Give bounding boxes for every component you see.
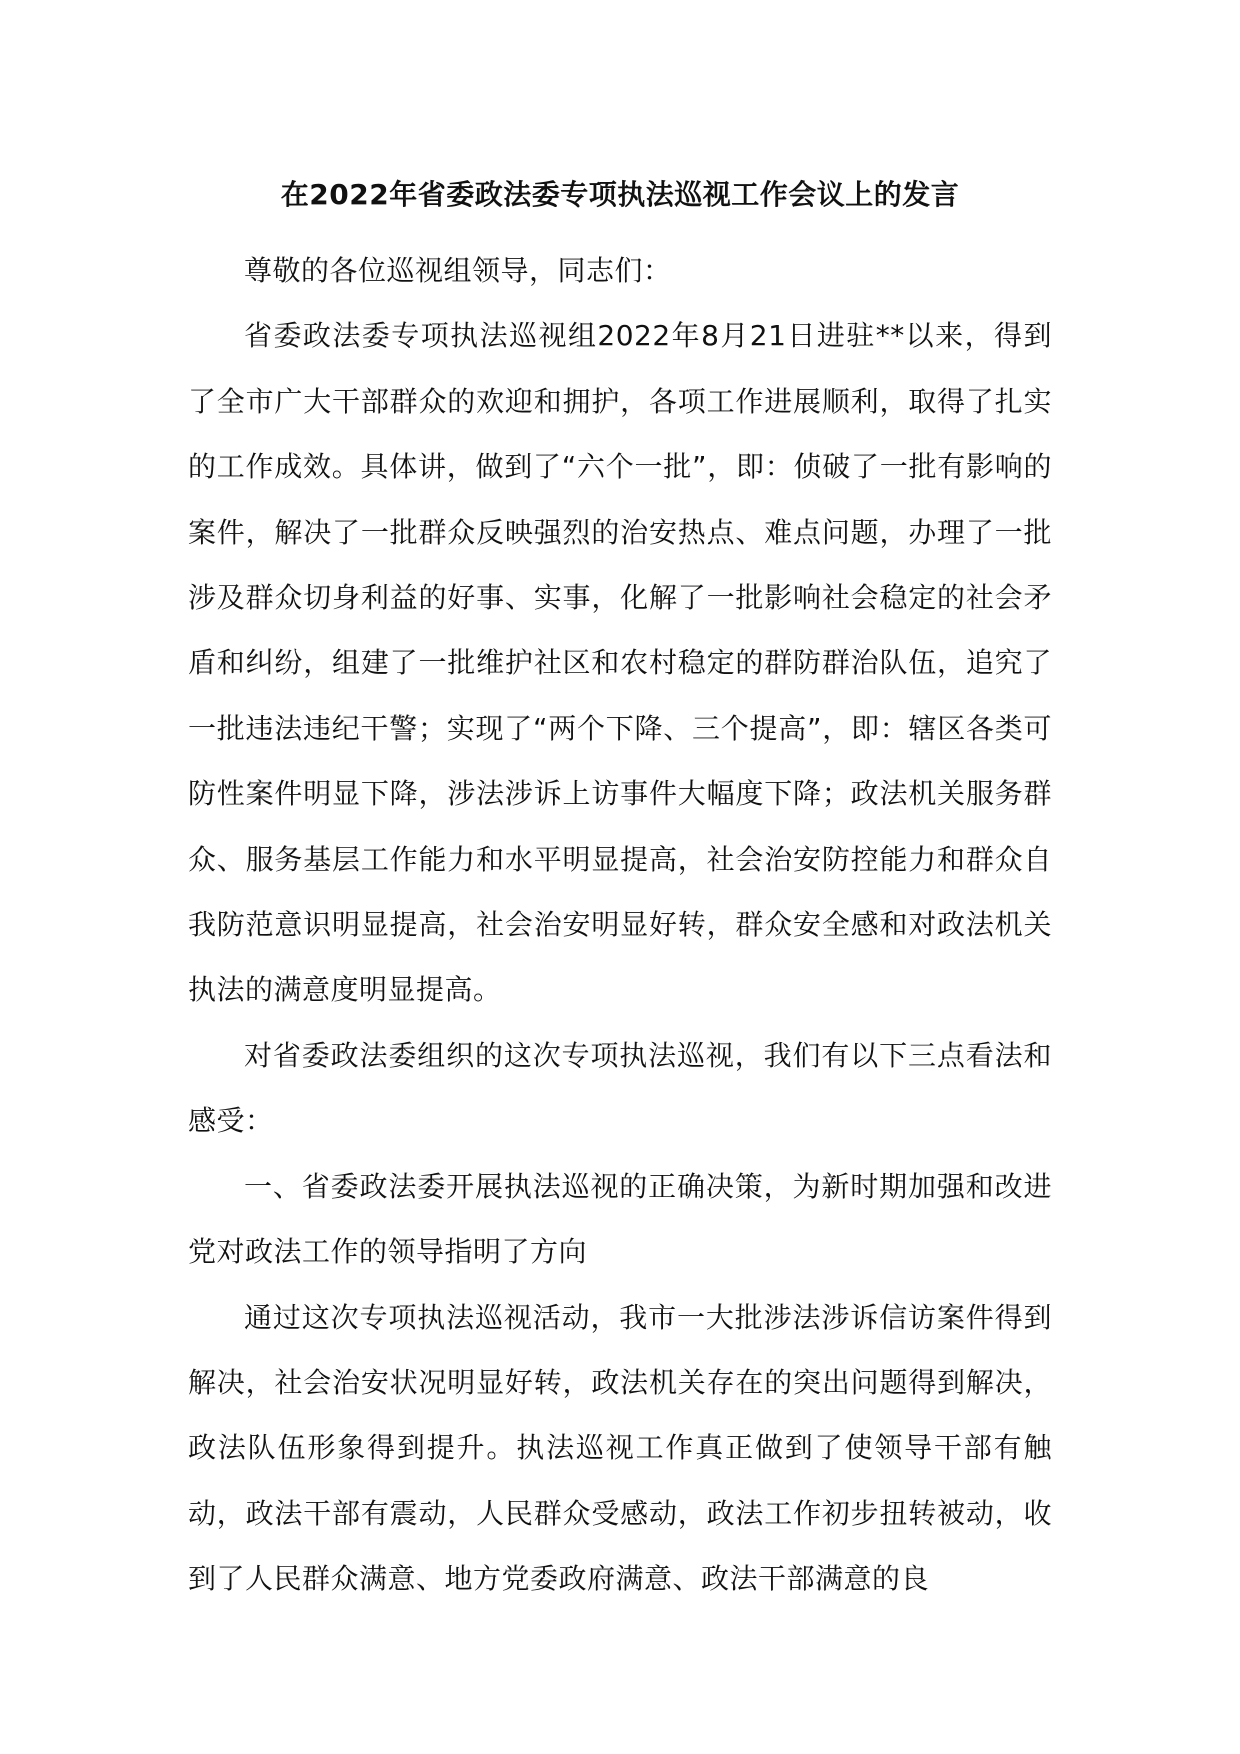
body-paragraph: 省委政法委专项执法巡视组2022年8月21日进驻**以来，得到了全市广大干部群众的欢迎和拥护，各项工作进展顺利，取得了扎实的工作成效。具体讲，做到了“六个一批”，即：侦破了一批有影响的案件，解决了一批群众反映强烈的治安热点、难点问题，办理了一批涉及群众切身利益的好事、实事，化解了一批影响社会稳定的社会矛盾和纠纷，组建了一批维护社区和农村稳定的群防群治队伍，追究了一批违法违纪干警；实现了“两个下降、三个提高”，即：辖区各类可防性案件明显下降，涉法涉诉上访事件大幅度下降；政法机关服务群众、服务基层工作能力和水平明显提高，社会治安防控能力和群众自我防范意识明显提高，社会治安明显好转，群众安全感和对政法机关执法的满意度明显提高。 <box>188 319 1052 1007</box>
document-body <box>188 238 1052 1612</box>
body-paragraph: 对省委政法委组织的这次专项执法巡视，我们有以下三点看法和感受： <box>188 1038 1052 1138</box>
salutation-paragraph: 尊敬的各位巡视组领导，同志们： <box>244 254 672 287</box>
section-heading: 一、省委政法委开展执法巡视的正确决策，为新时期加强和改进党对政法工作的领导指明了方向 <box>188 1169 1052 1269</box>
body-paragraph: 通过这次专项执法巡视活动，我市一大批涉法涉诉信访案件得到解决，社会治安状况明显好转，政法机关存在的突出问题得到解决，政法队伍形象得到提升。执法巡视工作真正做到了使领导干部有触动，政法干部有震动，人民群众受感动，政法工作初步扭转被动，收到了人民群众满意、地方党委政府满意、政法干部满意的良 <box>188 1300 1052 1596</box>
document-title: 在2022年省委政法委专项执法巡视工作会议上的发言 <box>280 178 960 211</box>
